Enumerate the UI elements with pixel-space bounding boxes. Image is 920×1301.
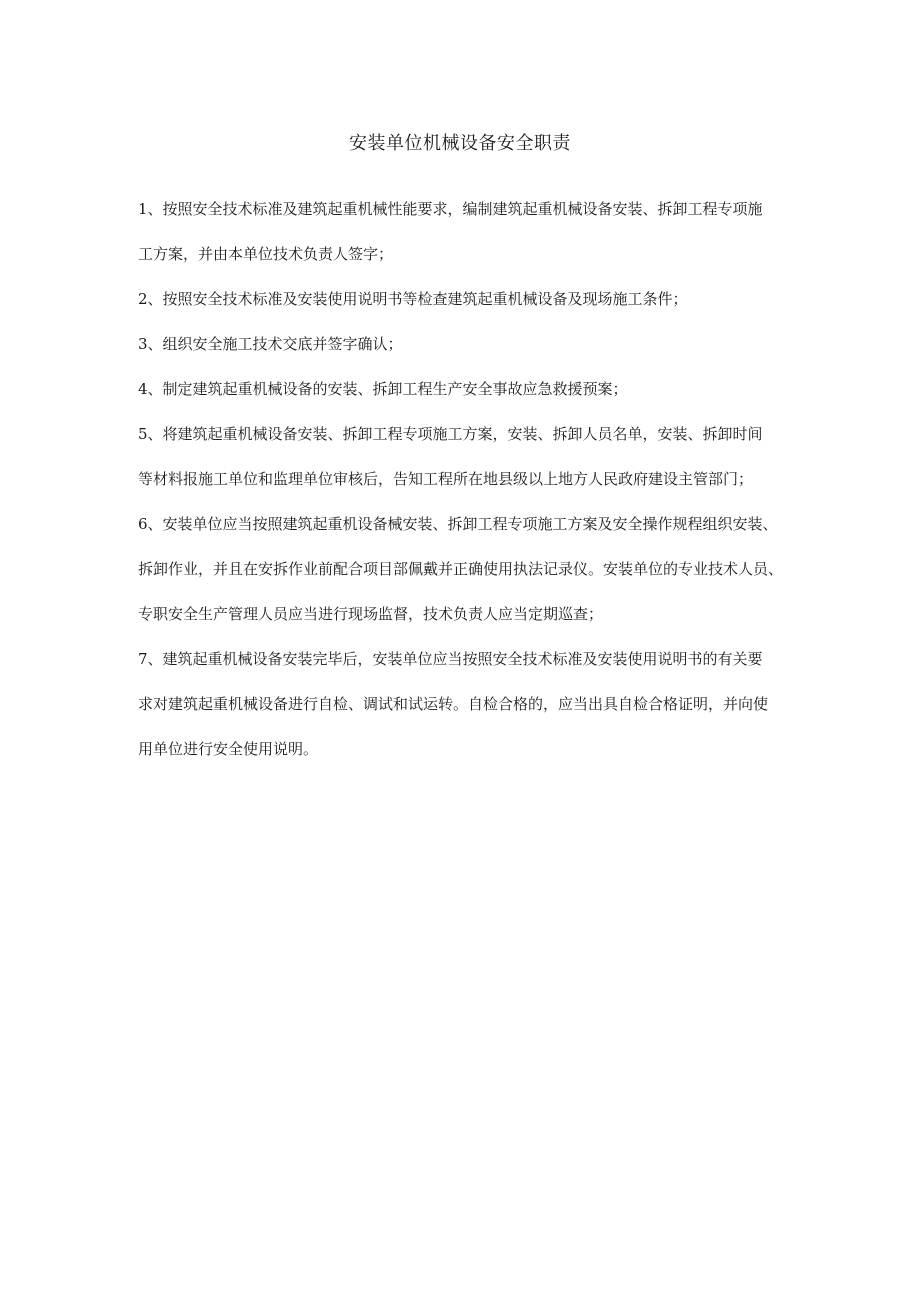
text-line: 专职安全生产管理人员应当进行现场监督，技术负责人应当定期巡查； [138, 605, 604, 623]
text-line: 求对建筑起重机械设备进行自检、调试和试运转。自检合格的，应当出具自检合格证明，并向使 [138, 695, 769, 713]
text-line: 7、建筑起重机械设备安装完毕后，安装单位应当按照安全技术标准及安装使用说明书的有关要 [138, 650, 763, 668]
text-line: 5、将建筑起重机械设备安装、拆卸工程专项施工方案，安装、拆卸人员名单，安装、拆卸时间 [138, 425, 763, 443]
responsibility-item-6 [138, 510, 794, 629]
text-line: 3、组织安全施工技术交底并签字确认； [138, 335, 403, 353]
responsibility-item-5 [138, 420, 794, 494]
responsibility-item-2 [138, 285, 794, 314]
responsibility-item-1 [138, 195, 794, 269]
text-line: 工方案，并由本单位技术负责人签字； [138, 245, 394, 263]
text-line: 1、按照安全技术标准及建筑起重机械性能要求，编制建筑起重机械设备安装、拆卸工程专项施 [138, 200, 763, 218]
responsibility-item-3 [138, 330, 794, 359]
text-line: 等材料报施工单位和监理单位审核后，告知工程所在地县级以上地方人民政府建设主管部门； [138, 470, 754, 488]
text-line: 6、安装单位应当按照建筑起重机设备械安装、拆卸工程专项施工方案及安全操作规程组织安装、 [138, 515, 778, 533]
responsibility-item-4 [138, 375, 794, 404]
text-line: 2、按照安全技术标准及安装使用说明书等检查建筑起重机械设备及现场施工条件； [138, 290, 688, 308]
text-line: 拆卸作业，并且在安拆作业前配合项目部佩戴并正确使用执法记录仪。安装单位的专业技术人员、 [138, 560, 784, 578]
document-body [138, 195, 794, 780]
text-line: 用单位进行安全使用说明。 [138, 740, 319, 758]
document-title: 安装单位机械设备安全职责 [349, 133, 571, 154]
text-line: 4、制定建筑起重机械设备的安装、拆卸工程生产安全事故应急救援预案； [138, 380, 628, 398]
responsibility-item-7 [138, 645, 794, 764]
